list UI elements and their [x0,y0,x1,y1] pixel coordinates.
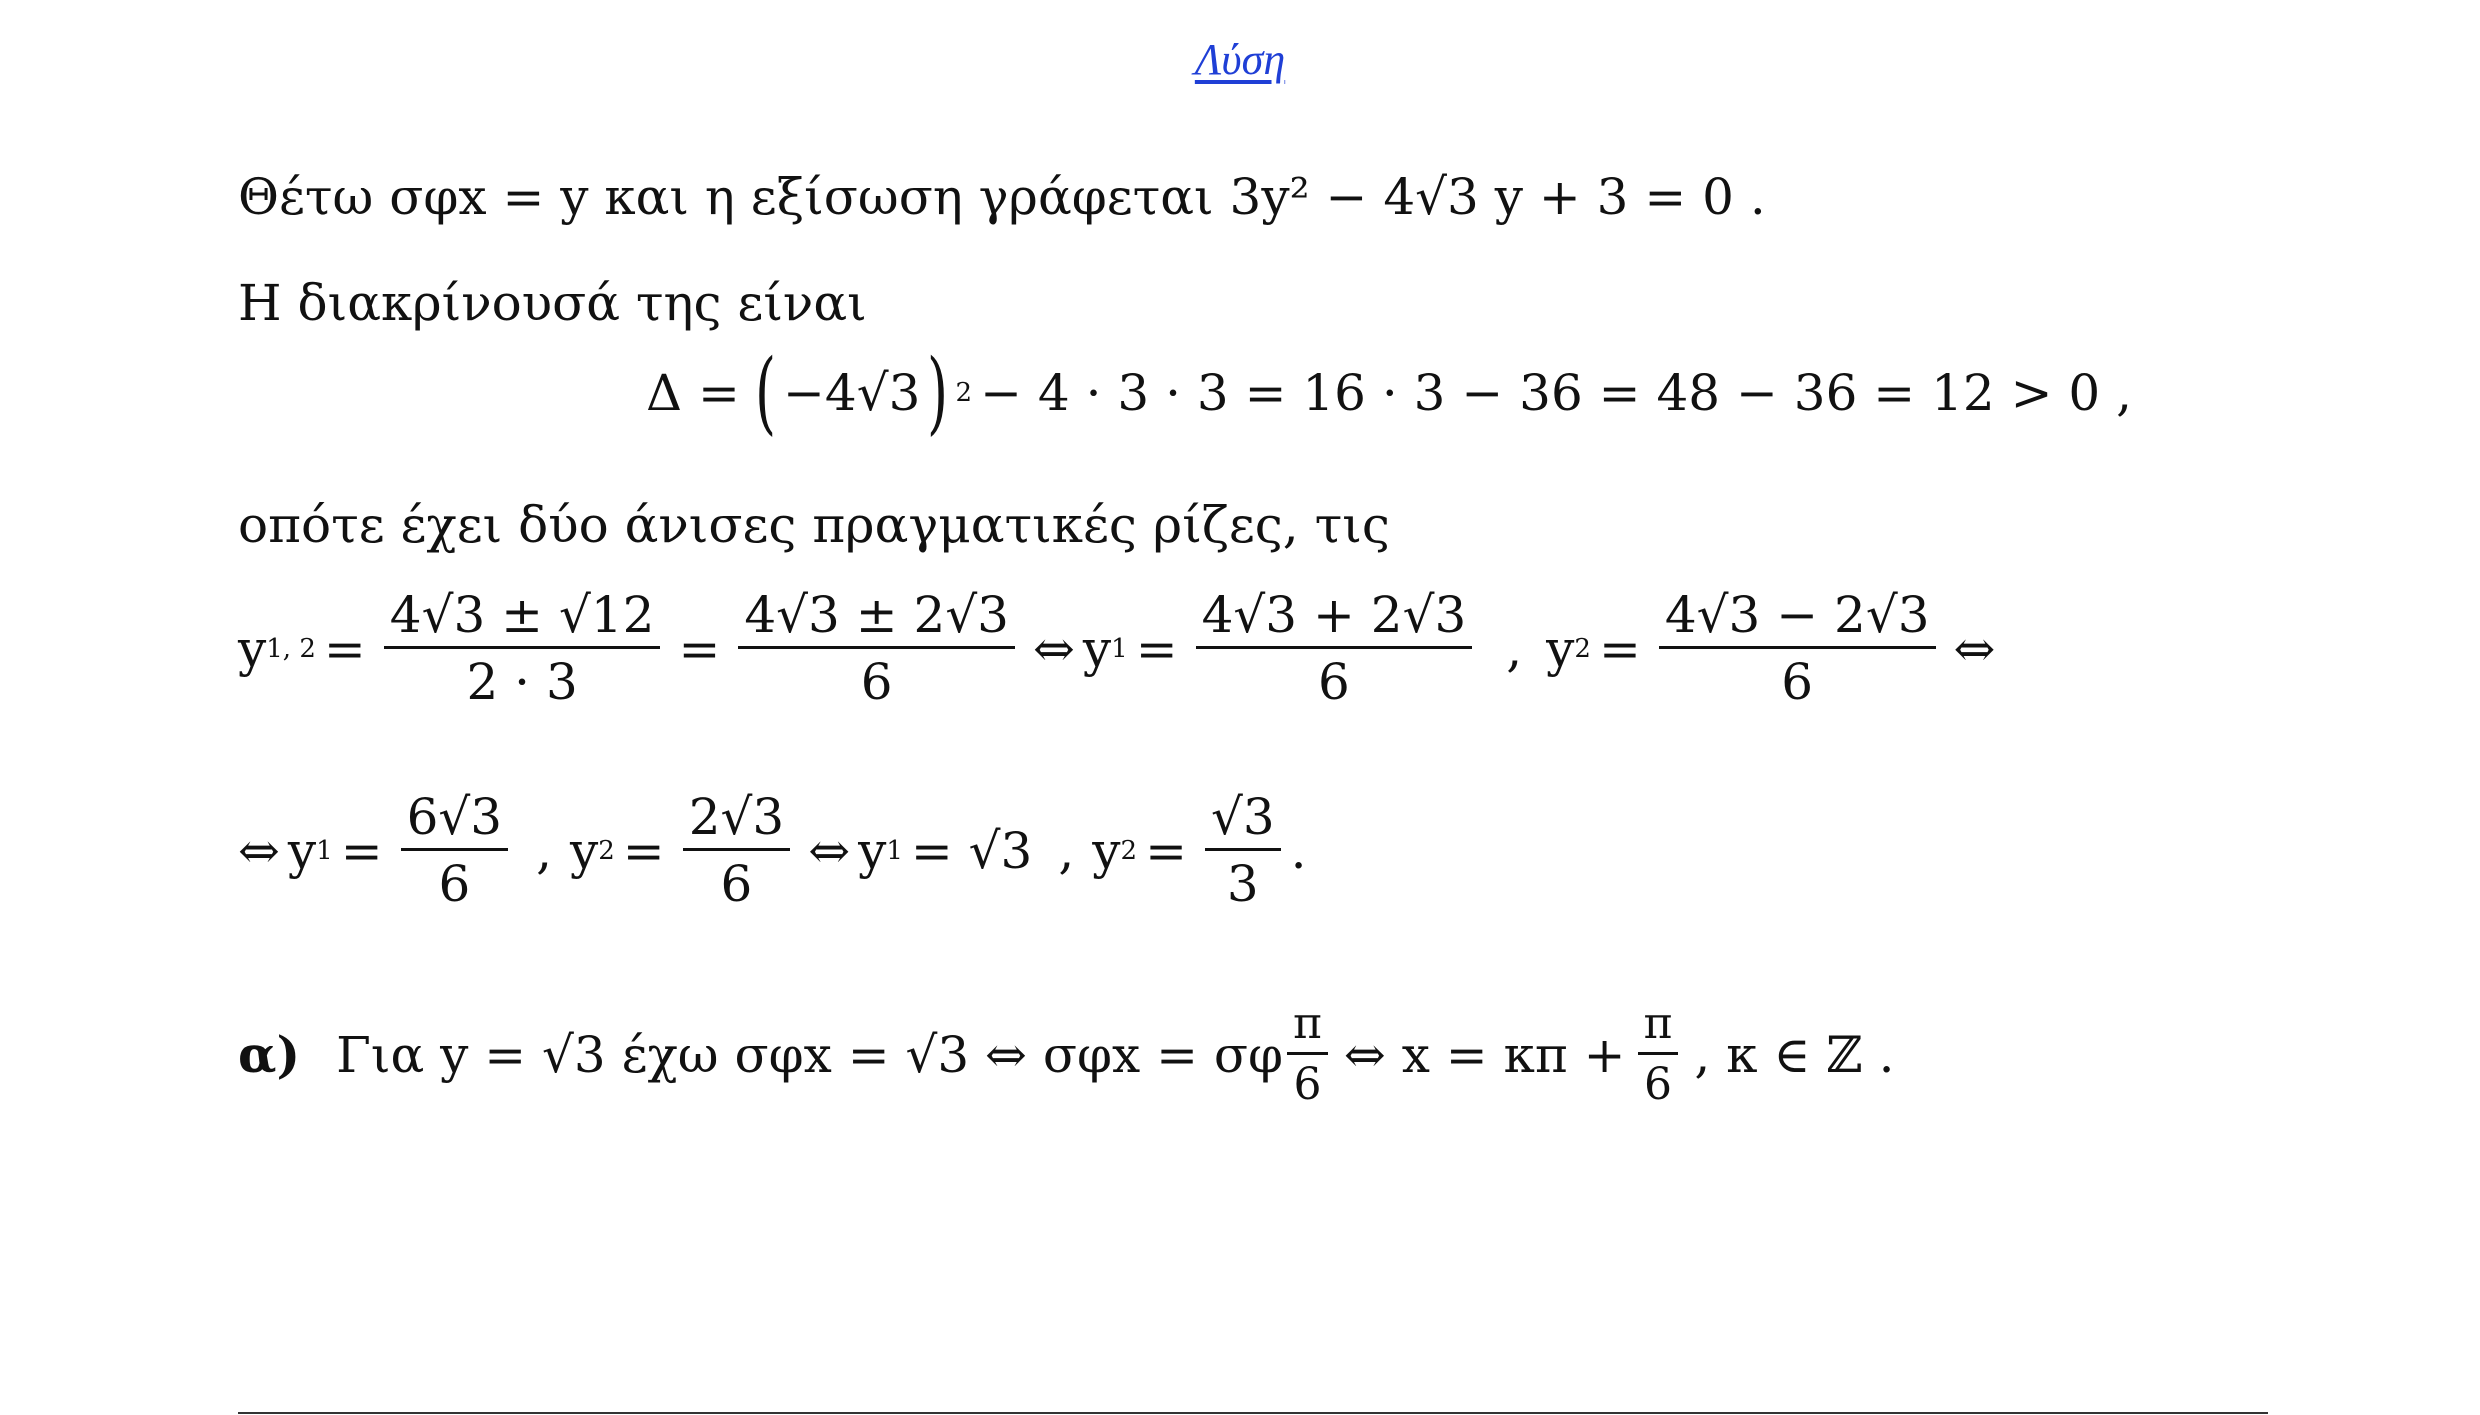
equals: = [1145,821,1187,880]
discriminant-equation [638,340,2140,445]
fraction-numerator: 6√3 [401,792,508,851]
y2-var: y [570,821,599,880]
y2-sub: 2 [598,835,615,866]
equals-sqrt3: = √3 [910,821,1033,880]
fraction [401,788,508,913]
comma: , [536,821,552,880]
fraction-denominator: 6 [860,653,893,711]
fraction [384,586,661,711]
fraction-numerator: √3 [1205,792,1281,851]
y2-var: y [1546,619,1575,678]
discriminant-intro: Η διακρίνουσά της είναι [238,274,867,332]
fraction-numerator: 4√3 ± 2√3 [738,590,1015,649]
iff-symbol: ⇔ [1033,619,1075,678]
fraction-denominator: 6 [1643,1059,1672,1110]
fraction-denominator: 3 [1226,855,1259,913]
roots-row-2 [238,788,1307,913]
equals: = [323,619,366,678]
fraction [1287,998,1328,1110]
y1-sub: 1 [1111,633,1128,664]
y2-sub: 2 [1120,835,1138,866]
part-a-row [238,998,1903,1110]
fraction-numerator: π [1638,1002,1679,1055]
y-var: y [238,619,267,678]
fraction-numerator: 4√3 + 2√3 [1196,590,1473,649]
comma: , [1058,821,1075,880]
delta-inner: −4√3 [783,364,921,422]
roots-row-1 [238,586,2003,711]
y1-var: y [1082,619,1112,678]
fraction-denominator: 2 · 3 [466,653,578,711]
y-sub: 1, 2 [266,633,316,664]
equals: = [1135,619,1178,678]
fraction [1638,998,1679,1110]
page-title[interactable]: Λύση [1194,35,1286,84]
equals: = [340,821,383,880]
period: . [1290,821,1307,880]
fraction-denominator: 6 [1781,653,1814,711]
part-a-text: , κ ∈ ℤ . [1694,1025,1895,1084]
equals: = [622,821,665,880]
fraction [738,586,1015,711]
part-a-label: α) [238,1024,301,1084]
iff-symbol: ⇔ [1953,619,1996,678]
equals: = [1598,619,1641,678]
footer-divider [238,1412,2268,1414]
fraction-denominator: 6 [438,855,471,913]
part-a-text: ⇔ x = κπ + [1343,1025,1626,1084]
fraction-denominator: 6 [1318,653,1350,711]
delta-lhs: Δ = [646,364,740,422]
y1-var: y [287,821,317,880]
fraction [683,788,790,913]
part-a-text: Για y = √3 έχω σφx = √3 ⇔ σφx = σφ [336,1025,1283,1084]
fraction [1205,788,1281,913]
fraction-denominator: 6 [1293,1059,1322,1110]
y2-var: y [1092,821,1121,880]
iff-symbol: ⇔ [808,821,851,880]
y2-sub: 2 [1574,633,1591,664]
equals: = [678,619,721,678]
right-paren: ) [927,340,949,445]
y1-sub: 1 [316,835,333,866]
comma: , [1506,619,1523,678]
fraction [1196,586,1473,711]
substitution-line: Θέτω σφx = y και η εξίσωση γράφεται 3y² − 4√3 y + 3 = 0 . [238,168,1766,226]
y1-var: y [858,821,887,880]
fraction-numerator: 2√3 [683,792,790,851]
fraction-numerator: 4√3 ± √12 [384,590,661,649]
roots-intro: οπότε έχει δύο άνισες πραγματικές ρίζες, τις [238,496,1390,554]
y1-sub: 1 [886,835,903,866]
delta-rest: − 4 · 3 · 3 = 16 · 3 − 36 = 48 − 36 = 12 > 0 , [980,364,2132,422]
fraction-numerator: 4√3 − 2√3 [1659,590,1936,649]
fraction-denominator: 6 [720,855,753,913]
fraction-numerator: π [1287,1002,1328,1055]
delta-exponent: 2 [955,378,973,408]
left-paren: ( [754,340,777,445]
fraction [1659,586,1936,711]
iff-symbol: ⇔ [238,821,280,880]
